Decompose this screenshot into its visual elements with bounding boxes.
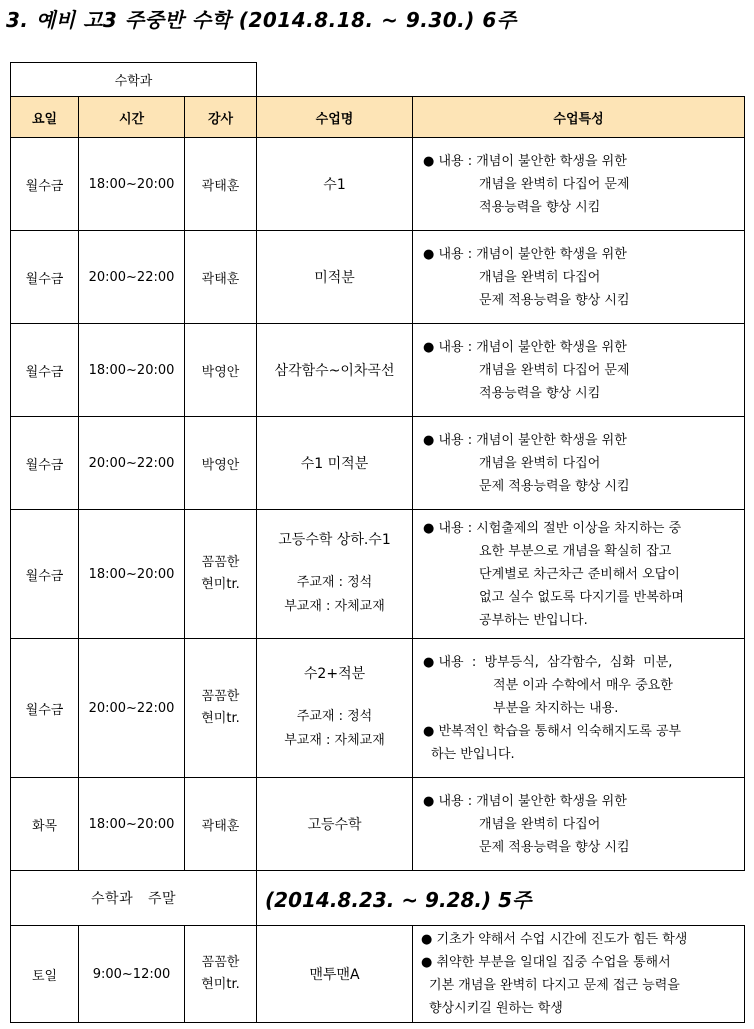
cell-time: 20:00~22:00	[79, 231, 185, 324]
teacher-line: 현미tr.	[201, 977, 240, 992]
feature-line: ● 내용 : 개념이 불안한 학생을 위한	[423, 793, 627, 809]
teacher-line: 꼼꼼한	[201, 555, 240, 570]
feature-line: ● 내용 : 개념이 불안한 학생을 위한	[423, 339, 627, 355]
feature-line: ● 반복적인 학습을 통해서 익숙해지도록 공부	[423, 723, 682, 739]
feature-line: 문제 적용능력을 향상 시킴	[479, 292, 630, 308]
cell-course: 수1	[257, 138, 413, 231]
table-row	[11, 324, 745, 417]
dept-row	[11, 63, 745, 97]
cell-time: 18:00~20:00	[79, 138, 185, 231]
cell-teacher: 박영안	[185, 324, 257, 417]
teacher-line: 꼼꼼한	[201, 689, 240, 704]
course-textbooks	[257, 571, 412, 619]
cell-course: 고등수학	[257, 778, 413, 871]
cell-feature	[413, 926, 745, 1023]
table-row	[11, 417, 745, 510]
feature-line: 문제 적용능력을 향상 시킴	[479, 839, 630, 855]
cell-feature	[413, 778, 745, 871]
cell-teacher	[185, 510, 257, 639]
feature-line: ● 내용 : 방부등식, 삼각함수, 심화 미분,	[423, 654, 673, 670]
schedule-table	[10, 62, 745, 1023]
weekend-title: (2014.8.23. ~ 9.28.) 5주	[257, 871, 745, 926]
feature-line: 개념을 완벽히 다집어 문제	[479, 176, 630, 192]
feature-line: 단계별로 차근차근 준비해서 오답이	[479, 566, 680, 582]
header-course: 수업명	[257, 97, 413, 138]
course-textbooks	[257, 705, 412, 753]
cell-course: 삼각함수~이차곡선	[257, 324, 413, 417]
course-sub-line: 주교재 : 정석	[296, 709, 373, 724]
header-day: 요일	[11, 97, 79, 138]
cell-teacher: 곽태훈	[185, 778, 257, 871]
teacher-line: 현미tr.	[201, 577, 240, 592]
cell-course: 미적분	[257, 231, 413, 324]
cell-day: 화목	[11, 778, 79, 871]
feature-line: ● 취약한 부분을 일대일 집중 수업을 통해서	[421, 955, 671, 970]
feature-line: 문제 적용능력을 향상 시킴	[479, 478, 630, 494]
feature-line: 개념을 완벽히 다집어	[479, 455, 601, 471]
feature-line: ● 내용 : 시험출제의 절반 이상을 차지하는 중	[423, 520, 682, 536]
feature-line: 없고 실수 없도록 다지기를 반복하며	[479, 589, 684, 605]
table-row	[11, 231, 745, 324]
cell-course	[257, 639, 413, 778]
feature-line: ● 내용 : 개념이 불안한 학생을 위한	[423, 246, 627, 262]
feature-line: ● 내용 : 개념이 불안한 학생을 위한	[423, 153, 627, 169]
cell-course: 맨투맨A	[257, 926, 413, 1023]
cell-day: 월수금	[11, 231, 79, 324]
feature-line: 하는 반입니다.	[431, 746, 515, 762]
feature-line: ● 기초가 약해서 수업 시간에 진도가 힘든 학생	[421, 932, 688, 947]
weekend-label: 수학과 주말	[11, 871, 257, 926]
table-row	[11, 639, 745, 778]
cell-time: 18:00~20:00	[79, 510, 185, 639]
header-feature: 수업특성	[413, 97, 745, 138]
feature-line: 적분 이과 수학에서 매우 중요한	[493, 677, 673, 693]
cell-time: 9:00~12:00	[79, 926, 185, 1023]
teacher-line: 꼼꼼한	[201, 955, 240, 970]
table-row	[11, 138, 745, 231]
weekend-header-row	[11, 871, 745, 926]
cell-course: 수1 미적분	[257, 417, 413, 510]
cell-course	[257, 510, 413, 639]
feature-line: 개념을 완벽히 다집어 문제	[479, 362, 630, 378]
cell-feature	[413, 138, 745, 231]
cell-feature	[413, 639, 745, 778]
feature-line: 공부하는 반입니다.	[479, 612, 588, 628]
cell-teacher: 박영안	[185, 417, 257, 510]
cell-teacher	[185, 926, 257, 1023]
cell-day: 월수금	[11, 639, 79, 778]
feature-line: 개념을 완벽히 다집어	[479, 269, 601, 285]
feature-line: 부분을 차지하는 내용.	[493, 700, 619, 716]
header-row	[11, 97, 745, 138]
table-row	[11, 778, 745, 871]
course-sub-line: 주교재 : 정석	[296, 575, 373, 590]
header-time: 시간	[79, 97, 185, 138]
teacher-line: 현미tr.	[201, 711, 240, 726]
course-sub-line: 부교재 : 자체교재	[284, 733, 385, 748]
cell-day: 토일	[11, 926, 79, 1023]
cell-day: 월수금	[11, 324, 79, 417]
header-teacher: 강사	[185, 97, 257, 138]
cell-time: 20:00~22:00	[79, 639, 185, 778]
feature-line: 적용능력을 향상 시킴	[479, 199, 601, 215]
table-row	[11, 926, 745, 1023]
feature-line: 요한 부분으로 개념을 확실히 잡고	[479, 543, 672, 559]
feature-line: 적용능력을 향상 시킴	[479, 385, 601, 401]
course-title: 수2+적분	[303, 666, 366, 682]
cell-time: 20:00~22:00	[79, 417, 185, 510]
course-title: 고등수학 상하.수1	[278, 532, 391, 548]
table-row	[11, 510, 745, 639]
course-sub-line: 부교재 : 자체교재	[284, 599, 385, 614]
cell-day: 월수금	[11, 417, 79, 510]
cell-time: 18:00~20:00	[79, 324, 185, 417]
cell-teacher: 곽태훈	[185, 231, 257, 324]
cell-day: 월수금	[11, 510, 79, 639]
feature-line: 기본 개념을 완벽히 다지고 문제 접근 능력을	[429, 978, 680, 993]
feature-line: 개념을 완벽히 다집어	[479, 816, 601, 832]
cell-day: 월수금	[11, 138, 79, 231]
page-title: 3. 예비 고3 주중반 수학 (2014.8.18. ~ 9.30.) 6주	[6, 8, 517, 32]
feature-line: 향상시키길 원하는 학생	[429, 1001, 563, 1016]
cell-feature	[413, 231, 745, 324]
cell-feature	[413, 417, 745, 510]
cell-teacher: 곽태훈	[185, 138, 257, 231]
feature-line: ● 내용 : 개념이 불안한 학생을 위한	[423, 432, 627, 448]
dept-label: 수학과	[11, 63, 257, 97]
cell-feature	[413, 510, 745, 639]
dept-blank	[257, 63, 745, 97]
cell-teacher	[185, 639, 257, 778]
cell-time: 18:00~20:00	[79, 778, 185, 871]
cell-feature	[413, 324, 745, 417]
